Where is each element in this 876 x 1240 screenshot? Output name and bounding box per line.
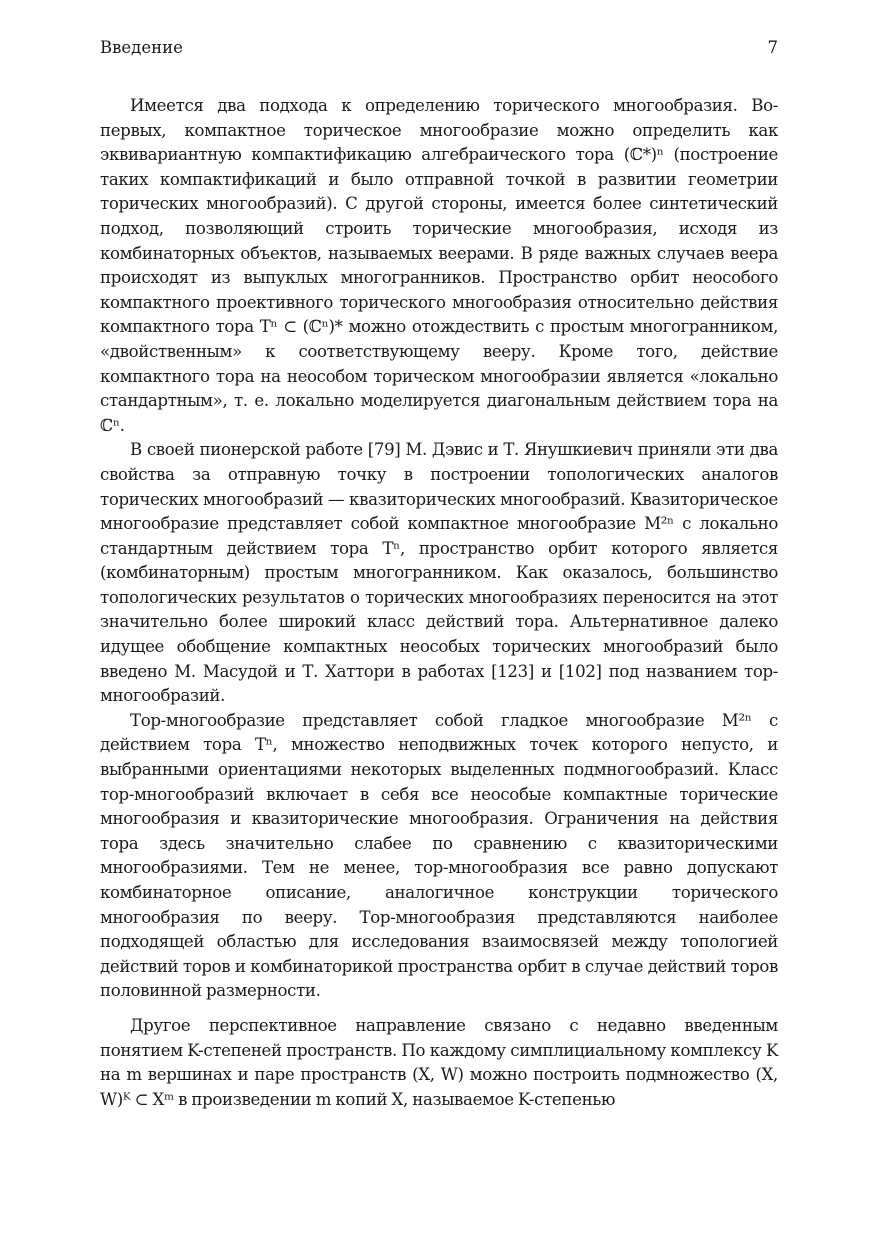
section-title: Введение bbox=[100, 38, 183, 57]
page bbox=[100, 36, 778, 1109]
running-head bbox=[100, 36, 778, 60]
page-number: 7 bbox=[767, 38, 778, 57]
body-text bbox=[100, 94, 778, 1112]
paragraph-3: Тор-многообразие представляет собой гладкое многообразие M²ⁿ с действием тора Tⁿ, множество неподвижных точек которого непусто, и выбранными ориентациями некоторых выделенных подмногообразий. Класс тор-многообразий включает в себя все неособые компактные торические многообразия и квазиторические многообразия. Ограничения на действия тора здесь значительно слабее по сравнению с квазиторическими многообразиями. Тем не менее, тор-многообразия все равно допускают комбинаторное описание, аналогичное конструкции торического многообразия по вееру. Тор-многообразия представляются наиболее подходящей областью для исследования взаимосвязей между топологией действий торов и комбинаторикой пространства орбит в случае действий торов половинной размерности. bbox=[100, 710, 778, 1001]
paragraph-2: В своей пионерской работе [79] М. Дэвис и Т. Янушкиевич приняли эти два свойства за отправную точку в построении топологических аналогов торических многообразий — квазиторических многообразий. Квазиторическое многообразие представляет собой компактное многообразие M²ⁿ с локально стандартным действием тора Tⁿ, пространство орбит которого является (комбинаторным) простым многогранником. Как оказалось, большинство топологических результатов о торических многообразиях переносится на этот значительно более широкий класс действий тора. Альтернативное далеко идущее обобщение компактных неособых торических многообразий было введено М. Масудой и Т. Хаттори в работах [123] и [102] под названием тор-многообразий. bbox=[100, 440, 778, 706]
paragraph-4: Другое перспективное направление связано с недавно введенным понятием K-степеней пространств. По каждому симплициальному комплексу K на m вершинах и паре пространств (X, W) можно построить подмножество (X, W)ᴷ ⊂ Xᵐ в произведении m копий X, называемое K-степенью bbox=[100, 1015, 778, 1109]
paragraph-1: Имеется два подхода к определению торического многообразия. Во-первых, компактное торическое многообразие можно определить как эквивариантную компактификацию алгебраического тора (ℂ*)ⁿ (построение таких компактификаций и было отправной точкой в развитии геометрии торических многообразий). С другой стороны, имеется более синтетический подход, позволяющий строить торические многообразия, исходя из комбинаторных объектов, называемых веерами. В ряде важных случаев веера происходят из выпуклых многогранников. Пространство орбит неособого компактного проективного торического многообразия относительно действия компактного тора Tⁿ ⊂ (ℂⁿ)* можно отождествить с простым многогранником, «двойственным» к соответствующему вееру. Кроме того, действие компактного тора на неособом торическом многообразии является «локально стандартным», т. е. локально моделируется диагональным действием тора на ℂⁿ. bbox=[100, 96, 778, 435]
